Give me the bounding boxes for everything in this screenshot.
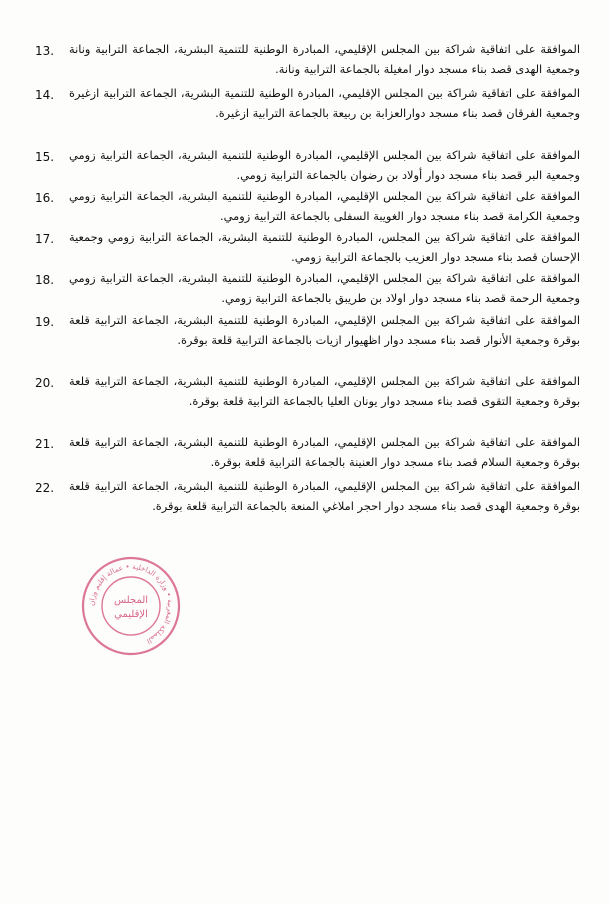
resolution-item-15	[35, 146, 580, 185]
official-stamp	[80, 555, 182, 657]
item-number: 21.	[35, 437, 55, 451]
item-text: الموافقة على اتفاقية شراكة بين المجلس الإقليمي، المبادرة الوطنية للتنمية البشرية، الجماعة الترابية قلعة بوقرة وجمعية التقوى قصد بناء مسجد دوار يونان العليا بالجماعة الترابية قلعة بوقرة.	[69, 374, 580, 408]
item-text: الموافقة على اتفاقية شراكة بين المجلس الإقليمي، المبادرة الوطنية للتنمية البشرية، الجماعة الترابية زومي وجمعية الرحمة قصد بناء مسجد دوار اولاد بن طريبق بالجماعة الترابية زومي.	[69, 271, 580, 305]
item-text: الموافقة على اتفاقية شراكة بين المجلس، المبادرة الوطنية للتنمية البشرية، الجماعة الترابية زومي وجمعية الإحسان قصد بناء مسجد دوار العزيب بالجماعة الترابية زومي.	[69, 230, 580, 264]
item-number: 17.	[35, 232, 55, 246]
resolution-item-18	[35, 269, 580, 308]
item-text: الموافقة على اتفاقية شراكة بين المجلس الإقليمي، المبادرة الوطنية للتنمية البشرية، الجماعة الترابية قلعة بوقرة وجمعية السلام قصد بناء مسجد دوار العنينة بالجماعة الترابية قلعة بوقرة.	[69, 435, 580, 469]
item-number: 16.	[35, 191, 55, 205]
item-text: الموافقة على اتفاقية شراكة بين المجلس الإقليمي، المبادرة الوطنية للتنمية البشرية، الجماعة الترابية زومي وجمعية البر قصد بناء مسجد دوار أولاد بن رضوان بالجماعة الترابية زومي.	[69, 148, 580, 182]
resolution-item-22	[35, 477, 580, 516]
item-text: الموافقة على اتفاقية شراكة بين المجلس الإقليمي، المبادرة الوطنية للتنمية البشرية، الجماعة الترابية ونانة وجمعية الهدى قصد بناء مسجد دوار امغيلة بالجماعة الترابية ونانة.	[69, 42, 580, 76]
resolution-item-13	[35, 40, 580, 79]
resolution-item-21	[35, 433, 580, 472]
stamp-center-line-2: الإقليمي	[114, 609, 148, 620]
stamp-inner-ring	[102, 577, 160, 635]
stamp-outer-text: المملكة المغربية • وزارة الداخلية • عمالة إقليم وزان	[86, 561, 176, 647]
stamp-outer-ring	[83, 558, 179, 654]
item-number: 20.	[35, 376, 55, 390]
resolution-item-19	[35, 311, 580, 350]
item-number: 19.	[35, 315, 55, 329]
item-text: الموافقة على اتفاقية شراكة بين المجلس الإقليمي، المبادرة الوطنية للتنمية البشرية، الجماعة الترابية زومي وجمعية الكرامة قصد بناء مسجد دوار الغويبة السفلى بالجماعة الترابية زومي.	[69, 189, 580, 223]
resolution-item-16	[35, 187, 580, 226]
item-text: الموافقة على اتفاقية شراكة بين المجلس الإقليمي، المبادرة الوطنية للتنمية البشرية، الجماعة الترابية قلعة بوقرة وجمعية الهدى قصد بناء مسجد دوار احجر املاغي المنعة بالجماعة الترابية قلعة بوقرة.	[69, 479, 580, 513]
item-text: الموافقة على اتفاقية شراكة بين المجلس الإقليمي، المبادرة الوطنية للتنمية البشرية، الجماعة الترابية ازغيرة وجمعية الفرقان قصد بناء مسجد دوارالعزابة بن ربيعة بالجماعة الترابية ازغيرة.	[69, 86, 580, 120]
item-number: 13.	[35, 44, 55, 58]
item-text: الموافقة على اتفاقية شراكة بين المجلس الإقليمي، المبادرة الوطنية للتنمية البشرية، الجماعة الترابية قلعة بوقرة وجمعية الأنوار قصد بناء مسجد دوار اظهيوار ازيات بالجماعة الترابية قلعة بوقرة.	[69, 313, 580, 347]
item-number: 18.	[35, 273, 55, 287]
resolution-item-20	[35, 372, 580, 411]
item-number: 15.	[35, 150, 55, 164]
resolution-item-14	[35, 84, 580, 123]
item-number: 22.	[35, 481, 55, 495]
resolution-item-17	[35, 228, 580, 267]
stamp-center-line-1: المجلس	[113, 595, 149, 606]
item-number: 14.	[35, 88, 55, 102]
